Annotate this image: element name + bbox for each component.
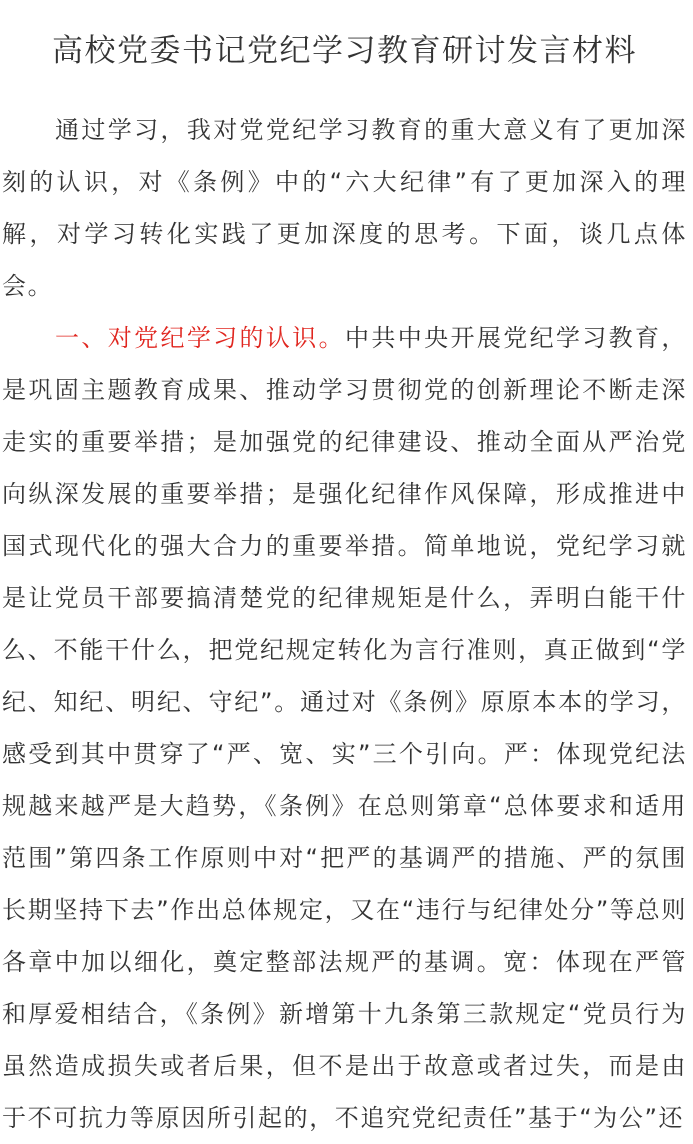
document-title: 高校党委书记党纪学习教育研讨发言材料 <box>52 33 637 69</box>
intro-paragraph: 通过学习，我对党党纪学习教育的重大意义有了更加深刻的认识，对《条例》中的“六大纪律”有了更加深入的理解，对学习转化实践了更加深度的思考。下面，谈几点体会。 <box>2 116 687 300</box>
section-one-heading: 一、对党纪学习的认识。 <box>55 324 346 352</box>
section-one-body: 中共中央开展党纪学习教育，是巩固主题教育成果、推动学习贯彻党的创新理论不断走深走实的重要举措；是加强党的纪律建设、推动全面从严治党向纵深发展的重要举措；是强化纪律作风保障，形成推进中国式现代化的强大合力的重要举措。简单地说，党纪学习就是让党员干部要搞清楚党的纪律规矩是什么，弄明白能干什么、不能干什么，把党纪规定转化为言行准则，真正做到“学纪、知纪、明纪、守纪”。通过对《条例》原原本本的学习，感受到其中贯穿了“严、宽、实”三个引向。严：体现党纪法规越来越严是大趋势，《条例》在总则第章“总体要求和适用范围”第四条工作原则中对“把严的基调严的措施、严的氛围长期坚持下去”作出总体规定，又在“违行与纪律处分”等总则各章中加以细化，奠定整部法规严的基调。宽：体现在严管和厚爱相结合，《条例》新增第十九条第三款规定“党员行为虽然造成损失或者后果，但不是出于故意或者过失，而是由于不可抗力等原因所引起的，不追究党纪责任”基于“为公”还 <box>2 324 687 1132</box>
section-one-paragraph <box>2 312 687 1144</box>
